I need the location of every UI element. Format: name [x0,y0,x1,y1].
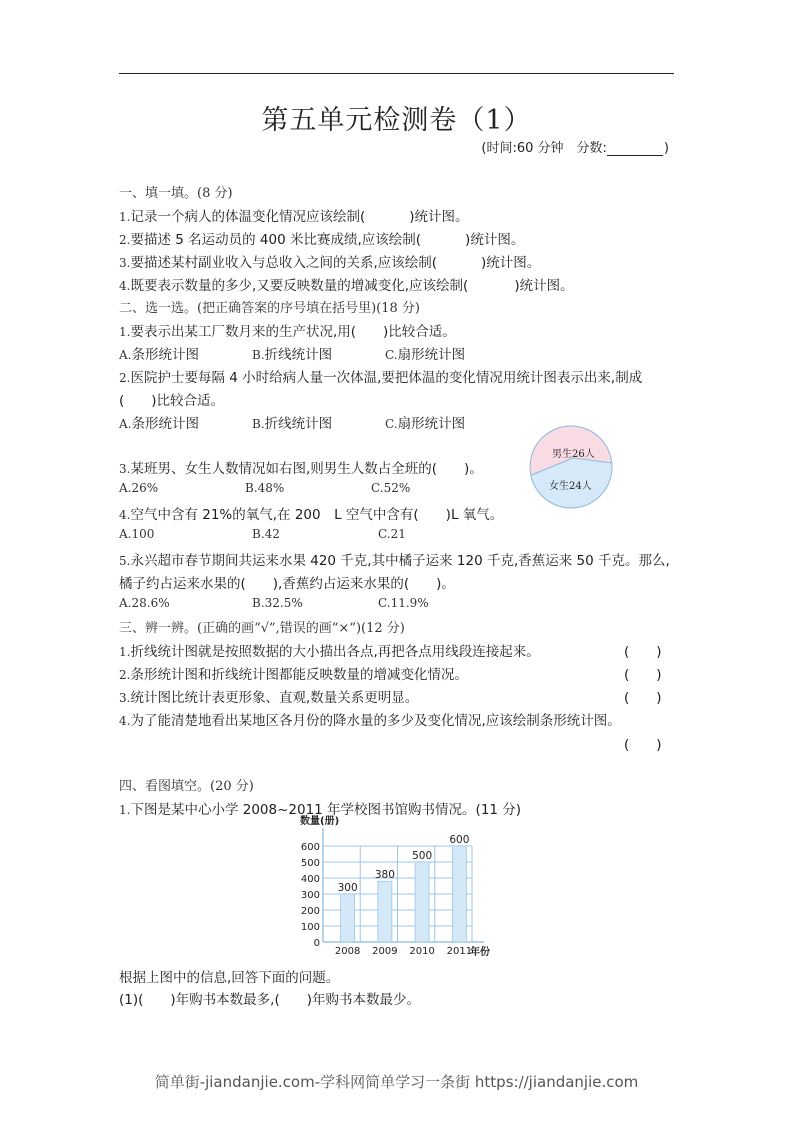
question-text: 要表示出某工厂数月来的生产状况,用( )比较合适。 [130,324,456,340]
option-text: 扇形统计图 [397,416,466,432]
option-b[interactable] [252,343,332,363]
option-a[interactable] [119,527,154,541]
y-tick-label: 100 [300,922,320,933]
option-text: 100 [131,527,155,541]
s3-statement-3 [119,686,418,706]
s2-question-5 [119,549,670,569]
question-text-end: )统计图。 [481,255,541,271]
s1-question-2 [119,228,524,248]
s4-instruction: 根据上图中的信息,回答下面的问题。 [119,970,340,986]
option-letter: C. [378,596,391,610]
option-b[interactable] [252,527,280,541]
judge-blank-2[interactable]: ( ) [624,667,662,683]
exam-meta-suffix: ) [663,141,669,156]
statement-text: 条形统计图和折线统计图都能反映数量的增减变化情况。 [130,667,468,683]
s2-question-3 [119,457,483,477]
y-tick-label: 400 [300,874,320,885]
option-text: 42 [264,527,280,541]
question-number: 1. [119,803,131,817]
judge-blank-3[interactable]: ( ) [624,690,662,706]
bar [378,881,392,942]
option-letter: C. [378,527,391,541]
statement-text: 折线统计图就是按照数据的大小描出各点,再把各点用线段连接起来。 [130,644,540,660]
question-text: 医院护士要每隔 4 小时给病人量一次体温,要把体温的变化情况用统计图表示出来,制成 [130,370,643,386]
option-text: 32.5% [264,596,303,610]
bar [452,846,466,942]
gender-pie-chart [529,425,613,509]
x-axis-label: 年份 [470,947,490,958]
question-number: 5. [119,554,131,568]
bar-value-label: 380 [374,869,395,882]
question-text: 记录一个病人的体温变化情况应该绘制( [130,209,366,225]
question-number: 3. [119,462,131,476]
question-number: 1. [119,645,131,659]
section-1-heading: 一、填一填。(8 分) [119,186,233,201]
judge-blank-4[interactable]: ( ) [624,737,662,753]
option-letter: B. [252,417,265,431]
option-b[interactable] [252,412,332,432]
option-text: 48% [257,481,285,495]
x-tick-label: 2009 [372,946,398,957]
question-text-end: )统计图。 [409,209,469,225]
option-c[interactable] [385,412,465,432]
footer-watermark: 简单街-jiandanjie.com-学科网简单学习一条街 https://jiandanjie.com [154,1073,639,1091]
x-tick-label: 2010 [409,946,435,957]
header-rule [119,73,674,74]
exam-meta-prefix: (时间:60 分钟 分数: [481,141,607,156]
judge-blank-1[interactable]: ( ) [624,644,662,660]
option-letter: C. [385,348,398,362]
question-number: 4. [119,508,131,522]
section-2-heading: 二、选一选。(把正确答案的序号填在括号里)(18 分) [119,301,420,316]
option-c[interactable] [378,596,429,610]
s3-statement-1 [119,640,540,660]
bar-value-label: 300 [337,882,358,894]
s3-statement-4 [119,709,621,729]
question-number: 2. [119,371,131,385]
question-number: 2. [119,668,131,682]
option-text: 折线统计图 [264,347,333,363]
option-text: 11.9% [390,596,429,610]
option-a[interactable] [119,596,170,610]
x-tick-label: 2008 [334,946,361,957]
option-letter: B. [245,481,258,495]
s4-subquestion-1: (1)( )年购书本数最多,( )年购书本数最少。 [119,992,420,1008]
statement-text: 为了能清楚地看出某地区各月份的降水量的多少及变化情况,应该绘制条形统计图。 [130,713,621,729]
y-tick-label: 500 [300,858,320,869]
option-letter: C. [371,481,384,495]
y-tick-label: 600 [300,842,320,853]
s2-question-2 [119,366,642,386]
question-text-end: )统计图。 [465,232,525,248]
option-a[interactable] [119,481,158,495]
option-text: 条形统计图 [131,416,199,432]
x-tick-label: 2011 [446,946,473,957]
option-a[interactable] [119,343,199,363]
option-text: 26% [131,481,159,495]
boys-label: 男生26人 [552,449,595,460]
question-text-end: )统计图。 [514,278,574,294]
option-letter: A. [119,527,132,541]
option-text: 折线统计图 [264,416,333,432]
question-text: 要描述 5 名运动员的 400 米比赛成绩,应该绘制( [130,232,422,248]
question-number: 4. [119,714,131,728]
question-number: 3. [119,691,131,705]
option-letter: B. [252,527,265,541]
question-number: 4. [119,279,131,293]
s2-question-1 [119,320,456,340]
exam-meta [481,137,669,156]
option-b[interactable] [252,596,303,610]
question-text: 某班男、女生人数情况如右图,则男生人数占全班的( )。 [130,461,483,477]
question-text: 下图是某中心小学 2008~2011 年学校图书馆购书情况。(11 分) [130,802,522,818]
page-title: 第五单元检测卷（1） [261,105,532,136]
s3-statement-2 [119,663,468,683]
section-4-heading: 四、看图填空。(20 分) [119,779,254,794]
option-letter: C. [385,417,398,431]
book-purchase-bar-chart [290,810,510,965]
y-tick-label: 0 [313,938,320,949]
question-text: 空气中含有 21%的氧气,在 200 L 空气中含有( )L 氧气。 [130,507,504,523]
option-text: 52% [383,481,411,495]
option-c[interactable] [378,527,406,541]
option-text: 条形统计图 [131,347,199,363]
score-blank[interactable] [607,143,663,156]
statement-text: 统计图比统计表更形象、直观,数量关系更明显。 [130,690,419,706]
option-c[interactable] [385,343,465,363]
s1-question-1 [119,205,469,225]
option-letter: B. [252,596,265,610]
bar [341,894,355,942]
bar [415,862,429,942]
option-text: 扇形统计图 [397,347,466,363]
y-axis-label: 数量(册) [300,816,340,827]
girls-label: 女生24人 [549,481,592,492]
question-number: 1. [119,325,131,339]
section-3-heading: 三、辨一辨。(正确的画“√”,错误的画“×”)(12 分) [119,621,405,636]
option-letter: B. [252,348,265,362]
s2-question-2-cont: ( )比较合适。 [119,393,225,409]
option-c[interactable] [371,481,410,495]
pie-svg [529,425,613,509]
option-b[interactable] [245,481,284,495]
bar-value-label: 500 [412,850,433,862]
option-letter: A. [119,348,132,362]
s1-question-4 [119,274,574,294]
option-letter: A. [119,417,132,431]
question-number: 2. [119,233,131,247]
option-letter: A. [119,596,132,610]
s2-question-5-cont: 橘子约占运来水果的( ),香蕉约占运来水果的( )。 [119,576,455,592]
question-text: 永兴超市春节期间共运来水果 420 千克,其中橘子运来 120 千克,香蕉运来 50 千克。那么, [130,553,670,569]
bar-chart-svg [290,810,510,965]
bar-value-label: 600 [449,834,470,846]
y-tick-label: 200 [300,906,320,917]
question-number: 1. [119,210,131,224]
question-text: 既要表示数量的多少,又要反映数量的增减变化,应该绘制( [130,278,469,294]
option-a[interactable] [119,412,199,432]
s1-question-3 [119,251,540,271]
question-number: 3. [119,256,131,270]
option-text: 28.6% [131,596,170,610]
y-tick-label: 300 [300,890,320,901]
option-text: 21 [390,527,406,541]
question-text: 要描述某村副业收入与总收入之间的关系,应该绘制( [130,255,438,271]
s2-question-4 [119,503,503,523]
option-letter: A. [119,481,132,495]
